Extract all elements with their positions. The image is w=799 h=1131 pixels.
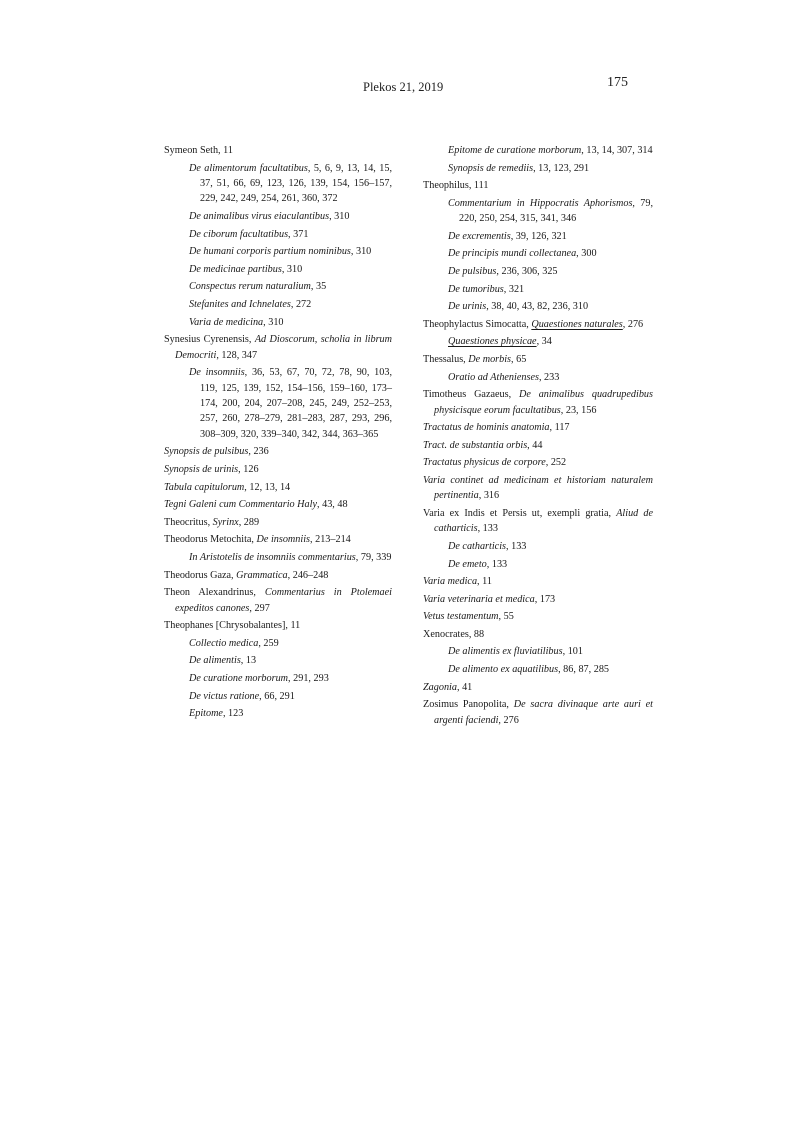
work-title: Oratio ad Athenienses	[448, 371, 539, 383]
entry-text: , 276	[622, 318, 644, 330]
entry-text: Theocritus,	[164, 516, 213, 528]
work-title: Commentarium in Hippocratis Aphorismos	[448, 197, 633, 209]
index-subentry	[164, 161, 392, 207]
work-title: Varia medica	[423, 576, 478, 588]
entry-text: , 79, 220, 250, 254, 315, 341, 346	[459, 197, 654, 225]
entry-text: , 38, 40, 43, 82, 236, 310	[486, 301, 589, 313]
index-subentry	[423, 557, 653, 572]
index-entry	[164, 143, 392, 158]
index-entry	[423, 387, 653, 418]
work-title: Tegni Galeni cum Commentario Haly	[164, 499, 317, 511]
entry-text: , 65	[511, 353, 527, 365]
entry-text: , 321	[503, 283, 525, 295]
entry-text: Synesius Cyrenensis,	[164, 334, 255, 346]
entry-text: Varia ex Indis et Persis ut, exempli gratia,	[423, 507, 617, 519]
index-subentry	[164, 671, 392, 686]
index-subentry	[423, 662, 653, 677]
entry-text: Timotheus Gazaeus,	[423, 389, 519, 401]
index-subentry	[164, 365, 392, 442]
index-entry	[423, 352, 653, 367]
work-title: De alimento ex aquatilibus	[448, 664, 559, 676]
entry-text: , 13	[240, 655, 257, 667]
index-subentry	[164, 227, 392, 242]
entry-text: , 123	[222, 708, 244, 720]
work-title: Synopsis de pulsibus	[164, 446, 249, 458]
entry-text: , 291, 293	[288, 672, 329, 684]
index-entry	[164, 532, 392, 547]
running-head: Plekos 21, 2019	[363, 80, 444, 94]
index-entry	[164, 332, 392, 363]
index-entry	[423, 438, 653, 453]
work-title: De alimentorum facultatibus	[189, 162, 308, 174]
work-title: Tract. de substantia orbis	[423, 439, 528, 451]
index-subentry	[164, 279, 392, 294]
work-title: Tractatus de hominis anatomia	[423, 422, 550, 434]
entry-text: , 66, 291	[259, 690, 295, 702]
index-subentry	[423, 539, 653, 554]
page-header	[0, 72, 799, 102]
index-subentry	[164, 209, 392, 224]
entry-text: , 55	[498, 611, 514, 623]
entry-text: , 259	[258, 637, 279, 649]
entry-text: , 289	[238, 516, 260, 528]
entry-text: Theon Alexandrinus,	[164, 587, 265, 599]
entry-text: , 23, 156	[560, 404, 597, 416]
work-title: De catharticis	[448, 540, 507, 552]
index-entry	[423, 178, 653, 193]
work-title: Collectio medica	[189, 637, 259, 649]
index-subentry	[423, 246, 653, 261]
work-title: De humani corporis partium nominibus	[189, 246, 351, 258]
page-number: 175	[607, 75, 628, 90]
index-subentry	[164, 315, 392, 330]
entry-text: , 44	[527, 439, 543, 451]
index-subentry	[164, 706, 392, 721]
entry-text: Theophylactus Simocatta,	[423, 318, 532, 330]
work-title: Commentarius in Ptolemaei expeditos canones	[175, 587, 392, 614]
index-entry	[423, 317, 653, 332]
work-title: De tumoribus	[448, 283, 504, 295]
work-title: Varia de medicina	[189, 316, 264, 328]
work-title: De sacra divinaque arte auri et argenti faciendi	[434, 699, 654, 726]
index-entry	[423, 609, 653, 624]
index-entry	[423, 506, 653, 537]
entry-text: Theodorus Metochita,	[164, 534, 257, 546]
index-subentry	[423, 644, 653, 659]
entry-text: , 41	[456, 681, 473, 693]
index-entry	[423, 627, 653, 642]
entry-text: , 246–248	[287, 569, 329, 581]
work-title: De alimentis ex fluviatilibus	[448, 646, 563, 658]
index-entry	[164, 515, 392, 530]
index-subentry	[164, 297, 392, 312]
index-entry	[164, 444, 392, 459]
entry-text: Thessalus,	[423, 353, 469, 365]
index-subentry	[423, 299, 653, 314]
work-title: Synopsis de remediis	[448, 162, 534, 174]
entry-text: , 101	[562, 646, 583, 658]
entry-text: Xenocrates, 88	[423, 628, 485, 640]
entry-text: , 79, 339	[355, 551, 392, 563]
index-subentry	[164, 262, 392, 277]
entry-text: Symeon Seth, 11	[164, 145, 233, 156]
index-subentry	[164, 653, 392, 668]
entry-text: , 310	[281, 263, 303, 275]
entry-text: , 297	[249, 602, 270, 614]
entry-text: , 13, 14, 307, 314	[581, 145, 653, 156]
entry-text: , 86, 87, 285	[558, 664, 610, 676]
work-title: De urinis	[448, 301, 487, 313]
index-subentry	[164, 636, 392, 651]
entry-text: , 236, 306, 325	[496, 265, 558, 277]
entry-text: , 276	[498, 714, 519, 726]
entry-text: Theophanes [Chrysobalantes], 11	[164, 620, 301, 632]
work-title: De insomniis	[256, 534, 310, 546]
work-title: Synopsis de urinis	[164, 463, 239, 475]
index-entry	[164, 618, 392, 633]
entry-text: , 43, 48	[317, 499, 348, 511]
work-title: De animalibus virus eiaculantibus	[189, 211, 330, 222]
entry-text: Theodorus Gaza,	[164, 569, 237, 581]
work-title: Varia continet ad medicinam et historiam naturalem pertinentia	[423, 474, 653, 502]
entry-text: , 316	[478, 490, 500, 502]
entry-text: , 252	[545, 457, 567, 469]
index-entry	[423, 473, 653, 504]
work-title: In Aristotelis de insomniis commentarius	[189, 551, 356, 563]
work-title: Aliud de catharticis	[434, 507, 653, 535]
entry-text: , 233	[538, 371, 560, 383]
index-subentry	[423, 370, 653, 385]
work-title: Epitome de curatione morborum	[448, 145, 582, 156]
work-title: Tabula capitulorum	[164, 481, 245, 493]
index-entry	[423, 680, 653, 695]
index-entry	[423, 574, 653, 589]
work-title: De morbis	[468, 353, 512, 365]
entry-text: , 371	[288, 228, 309, 240]
work-title: Vetus testamentum	[423, 611, 499, 623]
index-entry	[423, 592, 653, 607]
entry-text: Theophilus, 111	[423, 180, 489, 192]
entry-text: , 133	[477, 523, 498, 535]
entry-text: , 13, 123, 291	[533, 162, 590, 174]
entry-text: Zosimus Panopolita,	[423, 699, 514, 711]
work-title: Syrinx	[212, 516, 239, 528]
index-subentry	[423, 161, 653, 176]
index-column-right	[423, 143, 653, 730]
work-title: De insomniis	[189, 367, 245, 379]
work-title: Ad Dioscorum, scholia in librum Democriti	[175, 334, 392, 361]
entry-text: , 310	[329, 211, 350, 222]
work-title: De medicinae partibus	[189, 263, 282, 275]
entry-text: , 117	[549, 422, 570, 434]
work-title: Quaestiones naturales	[531, 318, 623, 330]
work-title: De emeto	[448, 558, 487, 570]
work-title: De excrementis	[448, 230, 511, 242]
index-subentry	[164, 244, 392, 259]
work-title: Tractatus physicus de corpore	[423, 457, 546, 469]
entry-text: , 34	[536, 336, 552, 348]
index-subentry	[423, 143, 653, 158]
index-entry	[164, 462, 392, 477]
work-title: Stefanites and Ichnelates	[189, 298, 291, 310]
index-subentry	[164, 689, 392, 704]
entry-text: , 128, 347	[216, 349, 258, 361]
index-subentry	[423, 196, 653, 227]
entry-text: , 36, 53, 67, 70, 72, 78, 90, 103, 119, 125, 139, 152, 154–156, 159–160, 173–174, 200, 204, 207–208, 245, 249, 252–253, 257, 260, 278–279, 281–283, 287, 293, 296, 308–309, 320, 339–340, 342, 344, 363–365	[200, 367, 393, 440]
entry-text: , 5, 6, 9, 13, 14, 15, 37, 51, 66, 69, 123, 126, 139, 154, 156–157, 229, 242, 249, 254, 261, 360, 372	[200, 162, 392, 205]
index-entry	[164, 480, 392, 495]
entry-text: , 12, 13, 14	[244, 481, 291, 493]
work-title: De curatione morborum	[189, 672, 289, 684]
entry-text: , 213–214	[310, 534, 351, 546]
index-entry	[423, 455, 653, 470]
entry-text: , 133	[506, 540, 527, 552]
work-title: De animalibus quadrupedibus physicisque eorum facultatibus	[434, 389, 653, 416]
index-entry	[164, 568, 392, 583]
index-entry	[423, 697, 653, 728]
index-entry	[164, 585, 392, 616]
entry-text: , 173	[534, 593, 556, 605]
index-subentry	[164, 550, 392, 565]
index-entry	[423, 420, 653, 435]
work-title: Quaestiones physicae	[448, 336, 537, 348]
entry-text: , 300	[576, 248, 597, 260]
index-subentry	[423, 282, 653, 297]
work-title: De ciborum facultatibus	[189, 228, 289, 240]
entry-text: , 272	[290, 298, 312, 310]
entry-text: , 310	[263, 316, 284, 328]
work-title: De pulsibus	[448, 265, 497, 277]
entry-text: , 11	[477, 576, 492, 588]
work-title: Zagonia	[423, 681, 457, 693]
work-title: Epitome	[189, 708, 223, 720]
entry-text: , 236	[248, 446, 269, 458]
work-title: Varia veterinaria et medica	[423, 593, 535, 605]
index-column-left	[164, 143, 392, 724]
entry-text: , 126	[238, 463, 259, 475]
entry-text: , 35	[310, 281, 327, 293]
index-subentry	[423, 334, 653, 349]
work-title: Conspectus rerum naturalium	[189, 281, 311, 293]
entry-text: , 39, 126, 321	[510, 230, 567, 242]
work-title: De victus ratione	[189, 690, 260, 702]
entry-text: , 133	[486, 558, 508, 570]
entry-text: , 310	[350, 246, 372, 258]
work-title: Grammatica	[236, 569, 288, 581]
work-title: De alimentis	[189, 655, 241, 667]
work-title: De principis mundi collectanea	[448, 248, 577, 260]
index-subentry	[423, 229, 653, 244]
index-subentry	[423, 264, 653, 279]
index-entry	[164, 497, 392, 512]
